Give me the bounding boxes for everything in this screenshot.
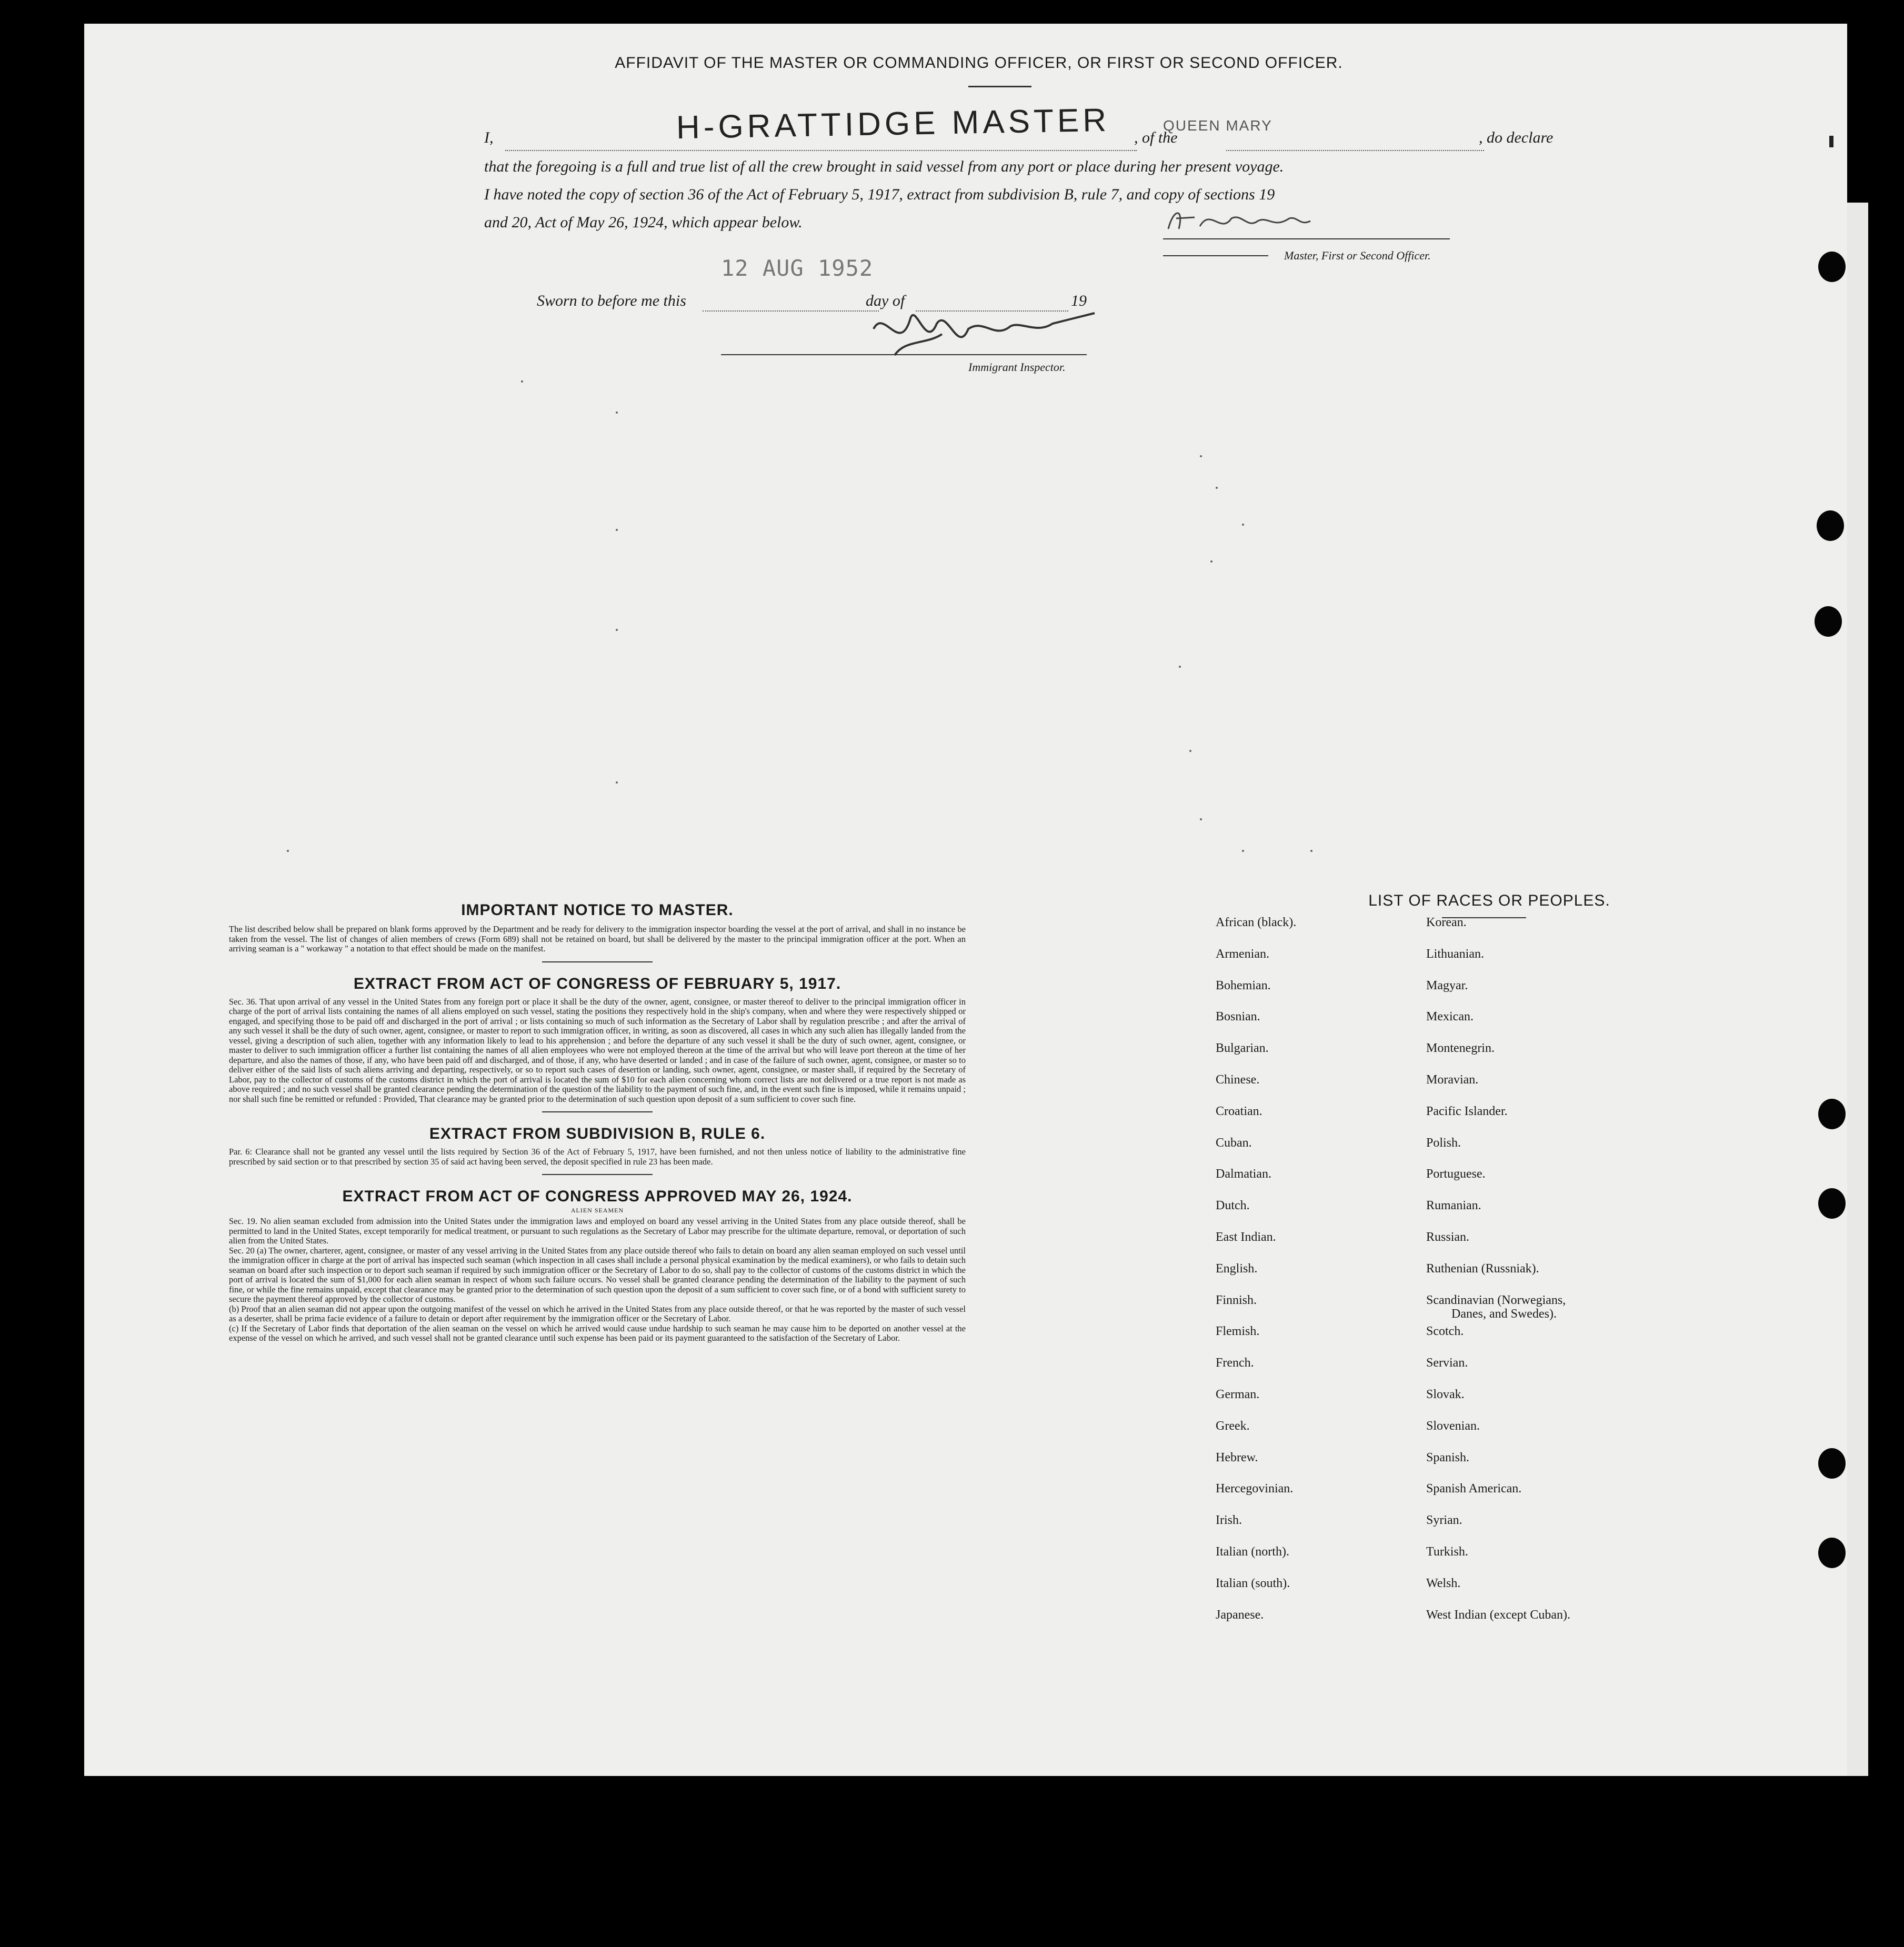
notice-heading: IMPORTANT NOTICE TO MASTER. [461, 901, 734, 919]
title-rule [968, 86, 1031, 87]
ship-name-blank [1226, 150, 1484, 151]
ship-name: QUEEN MARY [1163, 117, 1272, 134]
race-item: Dalmatian. [1216, 1167, 1271, 1181]
punch-hole [1818, 1099, 1846, 1129]
race-item: Bulgarian. [1216, 1041, 1269, 1056]
race-item: Scotch. [1426, 1324, 1464, 1339]
race-item: French. [1216, 1356, 1254, 1370]
punch-hole [1817, 510, 1844, 541]
race-item: Portuguese. [1426, 1167, 1486, 1181]
sec-20b-text: (b) Proof that an alien seaman did not appear upon the outgoing manifest of the vessel on which he arrived in the United States from any place outside thereof, or that he was reported by the master of such vessel as a deserter, shall be prima facie evidence of a failure to detain or deport after requirement by the immigration officer or the Secretary of Labor. [229, 1303, 966, 1323]
punch-hole [1818, 1448, 1846, 1479]
subdivision-b-heading: EXTRACT FROM SUBDIVISION B, RULE 6. [429, 1125, 766, 1142]
race-item: Slovenian. [1426, 1419, 1480, 1433]
race-item: Mexican. [1426, 1010, 1474, 1024]
subdivision-b-text: Par. 6: Clearance shall not be granted any vessel until the lists required by Section 36 of the Act of February 5, 1917, have been furnished, and not then unless notice of liability to the administrative fine prescribed by said section or to that prescribed by section 35 of said act having been served, the deposit specified in rule 23 has been made. [229, 1147, 966, 1167]
race-item: Greek. [1216, 1419, 1250, 1433]
punch-hole [1818, 1188, 1846, 1219]
race-item: Syrian. [1426, 1513, 1462, 1528]
race-item: Magyar. [1426, 978, 1468, 992]
manifest-page [84, 24, 1847, 1776]
punch-hole [1818, 252, 1846, 282]
act-1924-heading: EXTRACT FROM ACT OF CONGRESS APPROVED MAY 26, 1924. [342, 1188, 853, 1205]
race-item: Italian (north). [1216, 1545, 1289, 1559]
race-item: Flemish. [1216, 1324, 1260, 1339]
corner-mark [1829, 136, 1833, 147]
master-signature [1163, 197, 1321, 245]
act-1917-text: Sec. 36. That upon arrival of any vessel in the United States from any foreign port or place it shall be the duty of the owner, agent, consignee, or master thereof to deliver to the principal immigration officer in charge of the port of arrival lists containing the names of all aliens employed on such vessel, stating the positions they respectively hold in the ship's company, when and where they were respectively shipped or engaged, and specifying those to be paid off and discharged in the port of arrival ; or lists containing so much of such information as the Secretary of Labor shall by regulation prescribe ; and after the arrival of any such vessel it shall be the duty of such owner, agent, consignee, or master to report to such immigration officer, in writing, as soon as discovered, all cases in which any such alien has illegally landed from the vessel, giving a description of such alien, together with any information likely to lead to his apprehension ; and before the departure of any such vessel it shall be the duty of such owner, agent, consignee, or master to deliver to such immigration officer a further list containing the names of all alien employees who were not employed thereon at the time of the arrival but who will leave port thereon at the time of her departure, and also the names of those, if any, who have been paid off and discharged, and of those, if any, who have deserted or landed ; and in case of the failure of such owner, agent, consignee, or master so to deliver either of the said lists of such aliens arriving and departing, respectively, or so to report such cases of desertion or landing, such owner, agent, consignee, or master shall, if required by the Secretary of Labor, pay to the collector of customs of the customs district in which the port of arrival is located the sum of $10 for each alien concerning whom correct lists are not delivered or a true report is not made as above required ; and no such vessel shall be granted clearance pending the determination of the question of the liability to the payment of such fine, and, in the event such fine is imposed, while it remains unpaid ; nor shall such fine be remitted or refunded : Provided, That clearance may be granted prior to the determination of such question upon deposit of a sum sufficient to cover such fine. [229, 996, 966, 1104]
master-signature-line [1163, 238, 1450, 239]
inspector-signature [863, 297, 1105, 366]
race-item: German. [1216, 1388, 1260, 1401]
date-stamp: 12 AUG 1952 [721, 255, 874, 281]
race-item: Japanese. [1216, 1608, 1264, 1622]
race-item: Finnish. [1216, 1293, 1257, 1307]
alien-seamen-subheading: ALIEN SEAMEN [570, 1207, 624, 1214]
year-prefix: 19 [1071, 292, 1087, 309]
master-caption-dash [1163, 255, 1268, 256]
race-item: Croatian. [1216, 1104, 1262, 1118]
declaration-line-4: and 20, Act of May 26, 1924, which appear below. [484, 214, 803, 231]
race-item: Spanish. [1426, 1450, 1470, 1464]
race-item: Italian (south). [1216, 1576, 1290, 1590]
sworn-text: Sworn to before me this [537, 292, 686, 309]
notices-column [229, 901, 966, 1343]
race-item: Servian. [1426, 1356, 1468, 1370]
race-item: Hercegovinian. [1216, 1482, 1294, 1496]
inspector-caption: Immigrant Inspector. [968, 360, 1066, 374]
race-item: Rumanian. [1426, 1199, 1481, 1213]
sec-19-text: Sec. 19. No alien seaman excluded from admission into the United States under the immigration laws and employed on board any vessel arriving in the United States from any place outside thereof, shall be permitted to land in the United States, except temporarily for medical treatment, or pursuant to such regulations as the Secretary of Labor may prescribe for the ultimate departure, removal, or deportation of such alien from the United States. [229, 1216, 966, 1246]
do-declare: , do declare [1479, 129, 1554, 146]
race-item: Bosnian. [1216, 1010, 1260, 1024]
rule-3 [542, 1174, 653, 1175]
race-item: Dutch. [1216, 1199, 1250, 1213]
race-item: Welsh. [1426, 1576, 1461, 1590]
master-name-handwritten: H-GRATTIDGE MASTER [676, 102, 1110, 146]
sworn-day-blank [703, 310, 879, 312]
notice-text: The list described below shall be prepared on blank forms approved by the Department and be ready for delivery to the immigration inspector boarding the vessel at the port of arrival, and shall in no instance be taken from the vessel. The list of changes of alien members of crews (Form 689) shall not be retained on board, but shall be delivered by the master to the principal immigration officer at the port. When an arriving seaman is a " workaway " a notation to that effect should be made on the manifest. [229, 924, 966, 954]
race-item: Cuban. [1216, 1136, 1252, 1150]
day-of-text: day of [866, 292, 905, 309]
act-1917-heading: EXTRACT FROM ACT OF CONGRESS OF FEBRUARY 5, 1917. [353, 975, 841, 992]
punch-hole [1818, 1538, 1846, 1568]
word-i: I, [484, 129, 494, 146]
race-item: Pacific Islander. [1426, 1104, 1508, 1118]
race-item: East Indian. [1216, 1230, 1276, 1244]
race-item: West Indian (except Cuban). [1426, 1608, 1570, 1622]
race-item: Bohemian. [1216, 978, 1271, 992]
master-name-blank [505, 150, 1137, 151]
rule-1 [542, 961, 653, 962]
races-heading: LIST OF RACES OR PEOPLES. [1368, 892, 1610, 909]
sec-20a-text: Sec. 20 (a) The owner, charterer, agent, consignee, or master of any vessel arriving in the United States from any place outside thereof who fails to detain on board any alien seaman employed on such vessel until the immigration officer in charge at the port of arrival has inspected such seaman (which inspection in all cases shall include a personal physical examination by the medical examiners), or who fails to detain such seaman on board after such inspection or to deport such seaman if required by such immigration officer or the Secretary of Labor to do so, shall pay to the collector of customs of the customs district in which the port of arrival is located the sum of $1,000 for each alien seaman in respect of whom such failure occurs. No vessel shall be granted clearance pending the determination of the liability to the payment of such fine, or while the fine remains unpaid, except that clearance may be granted prior to the determination of such question upon the deposit of a sum sufficient to cover such fine, or of a bond with sufficient surety to secure the payment thereof approved by the collector of customs. [229, 1245, 966, 1304]
race-item: Scandinavian (Norwegians, Danes, and Swedes). [1426, 1293, 1566, 1321]
race-item: Armenian. [1216, 947, 1269, 961]
race-item: Slovak. [1426, 1388, 1465, 1401]
race-item: Russian. [1426, 1230, 1470, 1244]
race-item: Korean. [1426, 916, 1467, 929]
race-item: Montenegrin. [1426, 1041, 1495, 1056]
race-item: Spanish American. [1426, 1482, 1522, 1496]
race-item: Polish. [1426, 1136, 1461, 1150]
race-item: Turkish. [1426, 1545, 1468, 1559]
affidavit-title: AFFIDAVIT OF THE MASTER OR COMMANDING OFFICER, OR FIRST OR SECOND OFFICER. [615, 54, 1343, 72]
race-item: Irish. [1216, 1513, 1242, 1528]
punch-hole [1815, 606, 1842, 637]
sec-20c-text: (c) If the Secretary of Labor finds that deportation of the alien seaman on the vessel on which he arrived would cause undue hardship to such seaman he may cause him to be deported on another vessel at the expense of the vessel on which he arrived, and such vessel shall not be granted clearance until such expense has been paid or its payment guaranteed to the satisfaction of the Secretary of Labor. [229, 1323, 966, 1343]
master-caption: Master, First or Second Officer. [1284, 249, 1431, 262]
inspector-signature-line [721, 354, 1087, 355]
race-item: English. [1216, 1261, 1258, 1276]
race-item: Hebrew. [1216, 1450, 1258, 1464]
declaration-line-3: I have noted the copy of section 36 of the Act of February 5, 1917, extract from subdivision B, rule 7, and copy of sections 19 [484, 186, 1275, 203]
rule-2 [542, 1111, 653, 1112]
race-item: Ruthenian (Russniak). [1426, 1261, 1539, 1276]
race-item: Lithuanian. [1426, 947, 1484, 961]
race-item: African (black). [1216, 916, 1297, 929]
race-item: Moravian. [1426, 1073, 1479, 1087]
race-item: Chinese. [1216, 1073, 1260, 1087]
word-of-the: , of the [1134, 129, 1178, 146]
declaration-line-2: that the foregoing is a full and true list of all the crew brought in said vessel from any port or place during her present voyage. [484, 158, 1284, 175]
